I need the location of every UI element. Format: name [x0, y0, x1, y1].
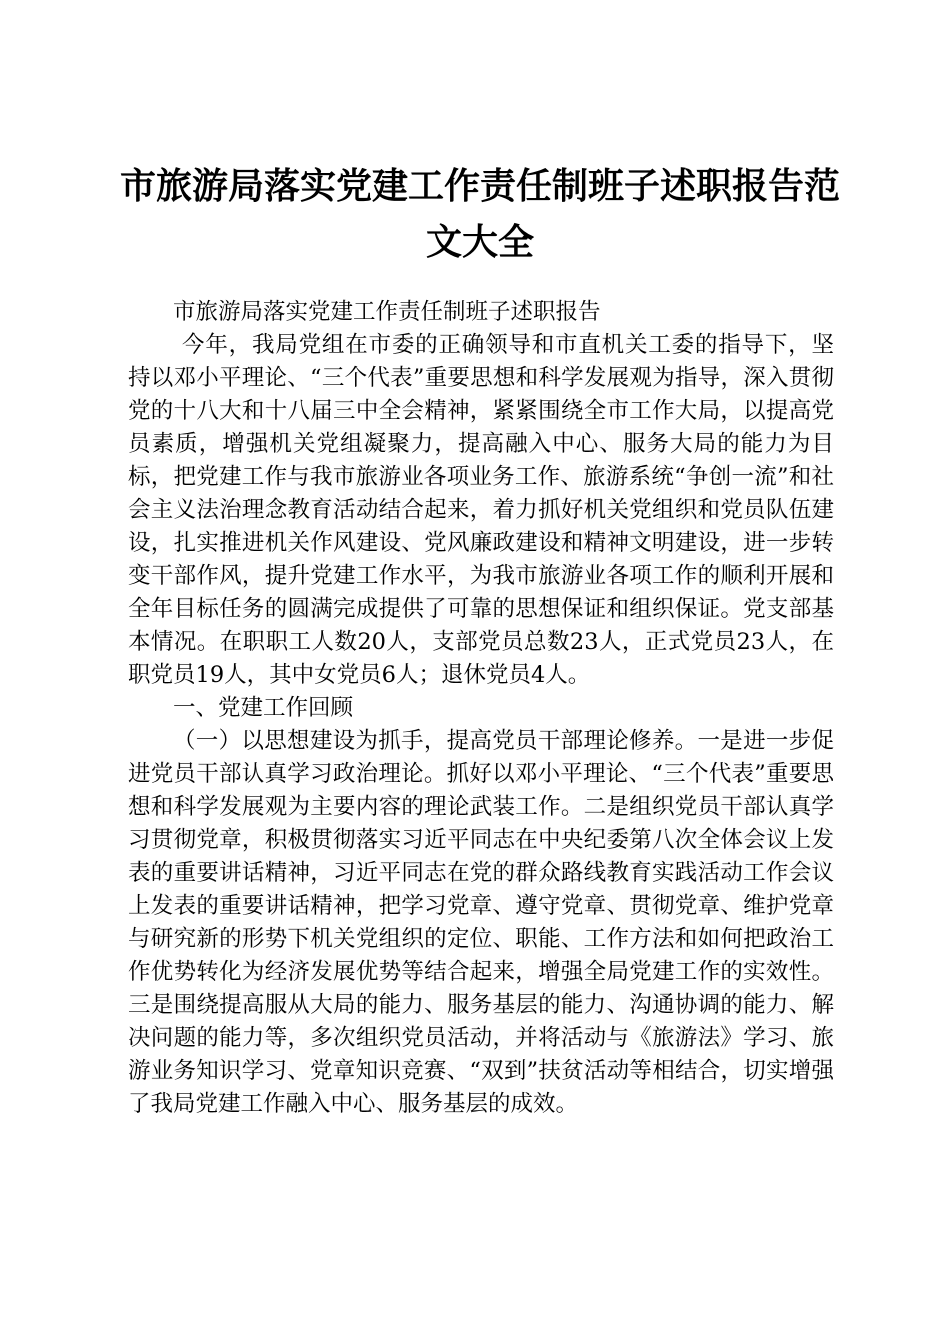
report-subtitle: 市旅游局落实党建工作责任制班子述职报告 [173, 299, 601, 325]
paragraph-intro: 今年，我局党组在市委的正确领导和市直机关工委的指导下，坚持以邓小平理论、“三个代表”重要思想和科学发展观为指导，深入贯彻党的十八大和十八届三中全会精神，紧紧围绕全市工作大局，以提高党员素质，增强机关党组凝聚力，提高融入中心、服务大局的能力为目标，把党建工作与我市旅游业各项业务工作、旅游系统“争创一流”和社会主义法治理念教育活动结合起来，着力抓好机关党组织和党员队伍建设，扎实推进机关作风建设、党风廉政建设和精神文明建设，进一步转变干部作风，提升党建工作水平，为我市旅游业各项工作的顺利开展和全年目标任务的圆满完成提供了可靠的思想保证和组织保证。党支部基本情况。在职职工人数20人，支部党员总数23人，正式党员23人，在职党员19人，其中女党员6人；退休党员4人。 [128, 332, 834, 688]
paragraph-section-1: （一）以思想建设为抓手，提高党员干部理论修养。一是进一步促进党员干部认真学习政治理论。抓好以邓小平理论、“三个代表”重要思想和科学发展观为主要内容的理论武装工作。二是组织党员干部认真学习贯彻党章，积极贯彻落实习近平同志在中央纪委第八次全体会议上发表的重要讲话精神，习近平同志在党的群众路线教育实践活动工作会议上发表的重要讲话精神，把学习党章、遵守党章、贯彻党章、维护党章与研究新的形势下机关党组织的定位、职能、工作方法和如何把政治工作优势转化为经济发展优势等结合起来，增强全局党建工作的实效性。三是围绕提高服从大局的能力、服务基层的能力、沟通协调的能力、解决问题的能力等，多次组织党员活动，并将活动与《旅游法》学习、旅游业务知识学习、党章知识竞赛、“双到”扶贫活动等相结合，切实增强了我局党建工作融入中心、服务基层的成效。 [128, 728, 834, 1117]
section-heading: 一、党建工作回顾 [173, 695, 354, 721]
document-title: 市旅游局落实党建工作责任制班子述职报告范文大全 [120, 165, 841, 263]
document-body [128, 296, 834, 1121]
